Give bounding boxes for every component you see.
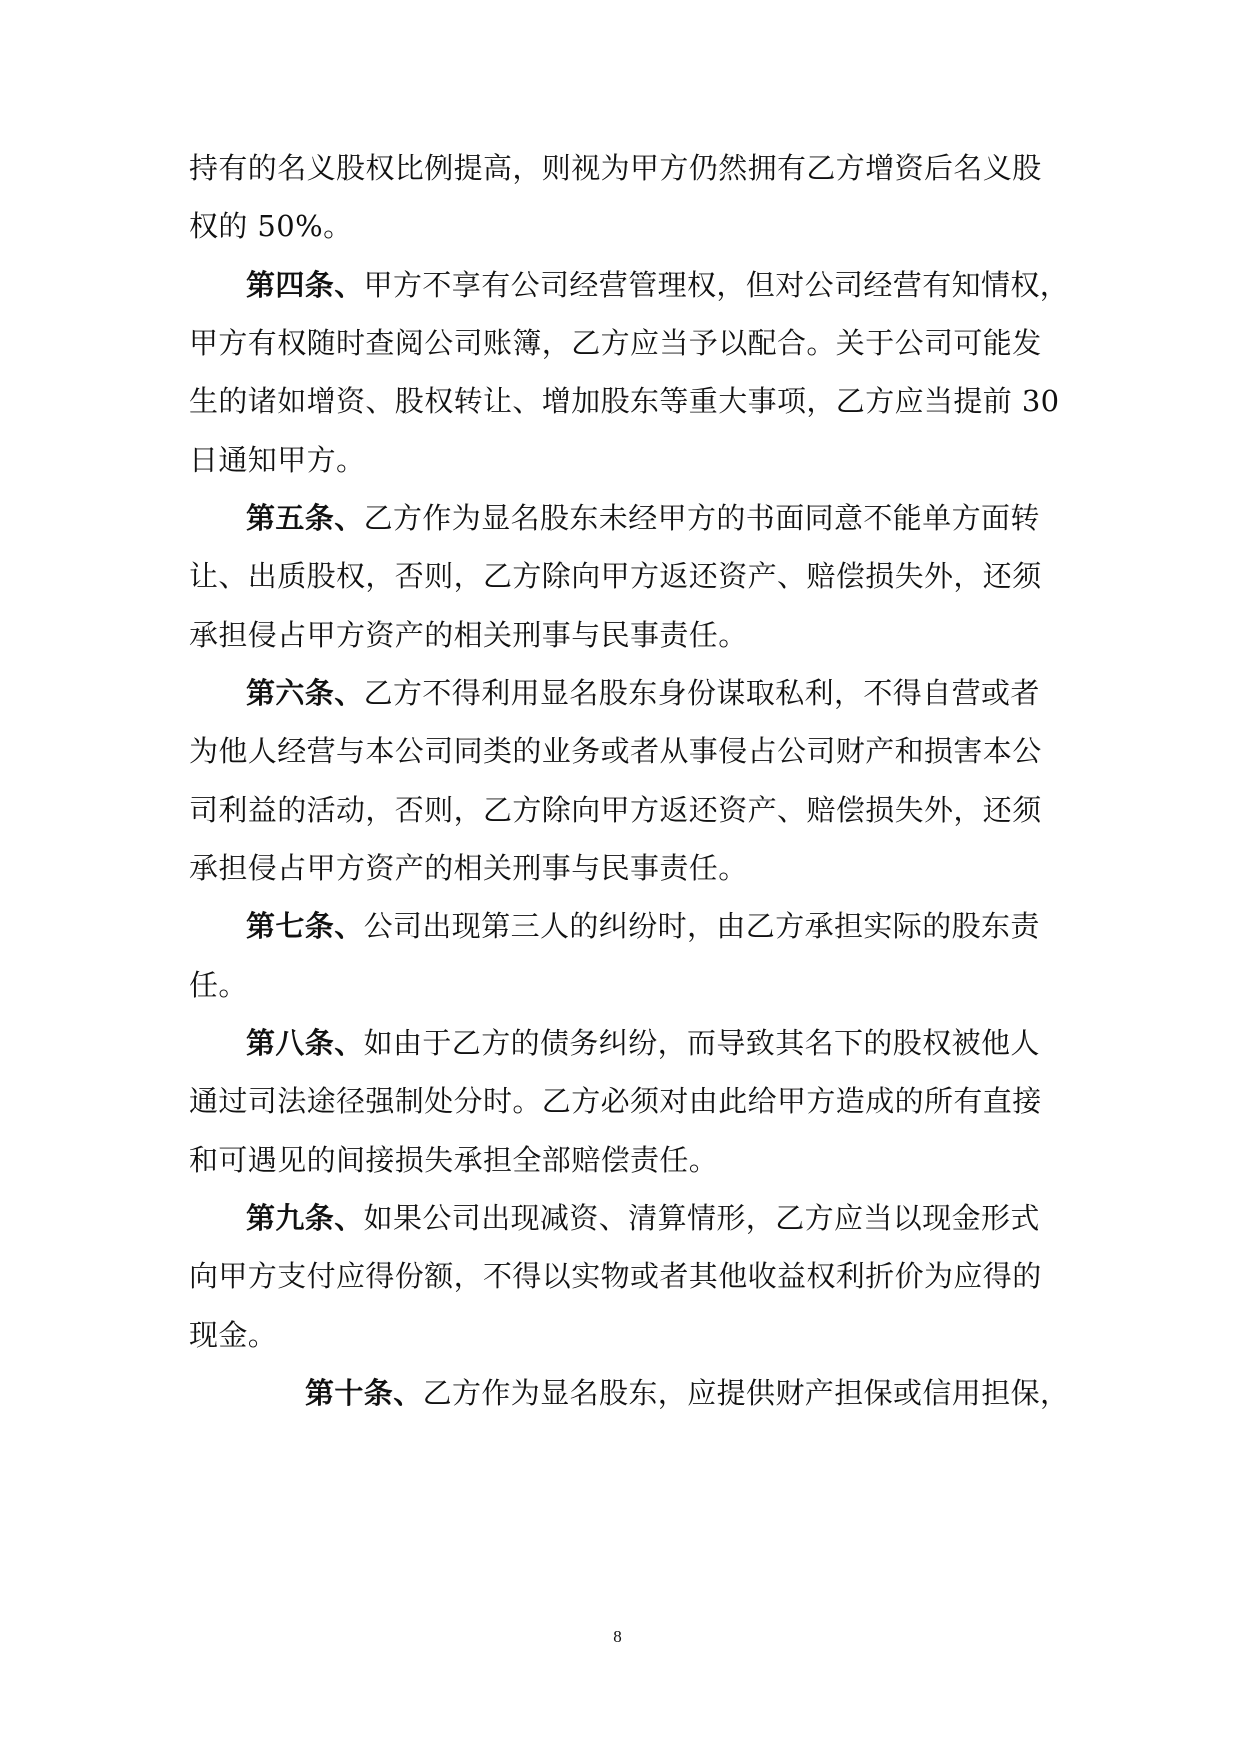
article-label: 第七条、 bbox=[246, 909, 364, 943]
article-label: 第五条、 bbox=[246, 501, 364, 535]
text-line bbox=[189, 848, 748, 888]
line-text: 任。 bbox=[189, 968, 248, 1002]
text-line bbox=[189, 381, 1060, 421]
line-text: 甲方不享有公司经营管理权，但对公司经营有知情权， bbox=[363, 268, 1070, 302]
text-line bbox=[189, 731, 1042, 771]
line-text: 生的诸如增资、股权转让、增加股东等重大事项，乙方应当提前 30 bbox=[189, 384, 1060, 418]
page-number: 8 bbox=[613, 1627, 622, 1646]
text-line bbox=[189, 1140, 718, 1180]
text-line bbox=[189, 965, 248, 1005]
line-text: 如果公司出现减资、清算情形，乙方应当以现金形式 bbox=[363, 1201, 1040, 1235]
article-9-heading-line bbox=[246, 1198, 1040, 1238]
article-6-heading-line bbox=[246, 673, 1040, 713]
text-line bbox=[189, 323, 1042, 363]
text-line bbox=[189, 1256, 1042, 1296]
text-line bbox=[189, 440, 365, 480]
line-text: 为他人经营与本公司同类的业务或者从事侵占公司财产和损害本公 bbox=[189, 734, 1042, 768]
line-text: 乙方不得利用显名股东身份谋取私利，不得自营或者 bbox=[363, 676, 1040, 710]
line-text: 日通知甲方。 bbox=[189, 443, 366, 477]
text-line bbox=[189, 1081, 1042, 1121]
text-line bbox=[189, 206, 352, 246]
line-text: 乙方作为显名股东未经甲方的书面同意不能单方面转 bbox=[363, 501, 1040, 535]
line-text: 现金。 bbox=[189, 1318, 278, 1352]
text-line bbox=[189, 556, 1042, 596]
article-label: 第四条、 bbox=[246, 268, 364, 302]
article-label: 第九条、 bbox=[246, 1201, 364, 1235]
line-text: 公司出现第三人的纠纷时，由乙方承担实际的股东责 bbox=[363, 909, 1040, 943]
line-text: 权的 50%。 bbox=[189, 209, 353, 243]
line-text: 承担侵占甲方资产的相关刑事与民事责任。 bbox=[189, 618, 748, 652]
article-8-heading-line bbox=[246, 1023, 1040, 1063]
line-text: 让、出质股权，否则，乙方除向甲方返还资产、赔偿损失外，还须 bbox=[189, 559, 1042, 593]
line-text: 乙方作为显名股东，应提供财产担保或信用担保， bbox=[422, 1376, 1070, 1410]
text-line bbox=[189, 615, 748, 655]
text-line bbox=[189, 1315, 277, 1355]
line-text: 和可遇见的间接损失承担全部赔偿责任。 bbox=[189, 1143, 719, 1177]
article-10-heading-line bbox=[305, 1373, 1069, 1413]
line-text: 承担侵占甲方资产的相关刑事与民事责任。 bbox=[189, 851, 748, 885]
line-text: 如由于乙方的债务纠纷，而导致其名下的股权被他人 bbox=[363, 1026, 1040, 1060]
line-text: 向甲方支付应得份额，不得以实物或者其他收益权利折价为应得的 bbox=[189, 1259, 1042, 1293]
line-text: 甲方有权随时查阅公司账簿，乙方应当予以配合。关于公司可能发 bbox=[189, 326, 1042, 360]
line-text: 持有的名义股权比例提高，则视为甲方仍然拥有乙方增资后名义股 bbox=[189, 151, 1042, 185]
article-4-heading-line bbox=[246, 265, 1069, 305]
text-line bbox=[189, 148, 1042, 188]
article-label: 第六条、 bbox=[246, 676, 364, 710]
text-line bbox=[189, 790, 1042, 830]
article-5-heading-line bbox=[246, 498, 1040, 538]
article-7-heading-line bbox=[246, 906, 1040, 946]
line-text: 通过司法途径强制处分时。乙方必须对由此给甲方造成的所有直接 bbox=[189, 1084, 1042, 1118]
article-label: 第八条、 bbox=[246, 1026, 364, 1060]
line-text: 司利益的活动，否则，乙方除向甲方返还资产、赔偿损失外，还须 bbox=[189, 793, 1042, 827]
article-label: 第十条、 bbox=[305, 1376, 423, 1410]
